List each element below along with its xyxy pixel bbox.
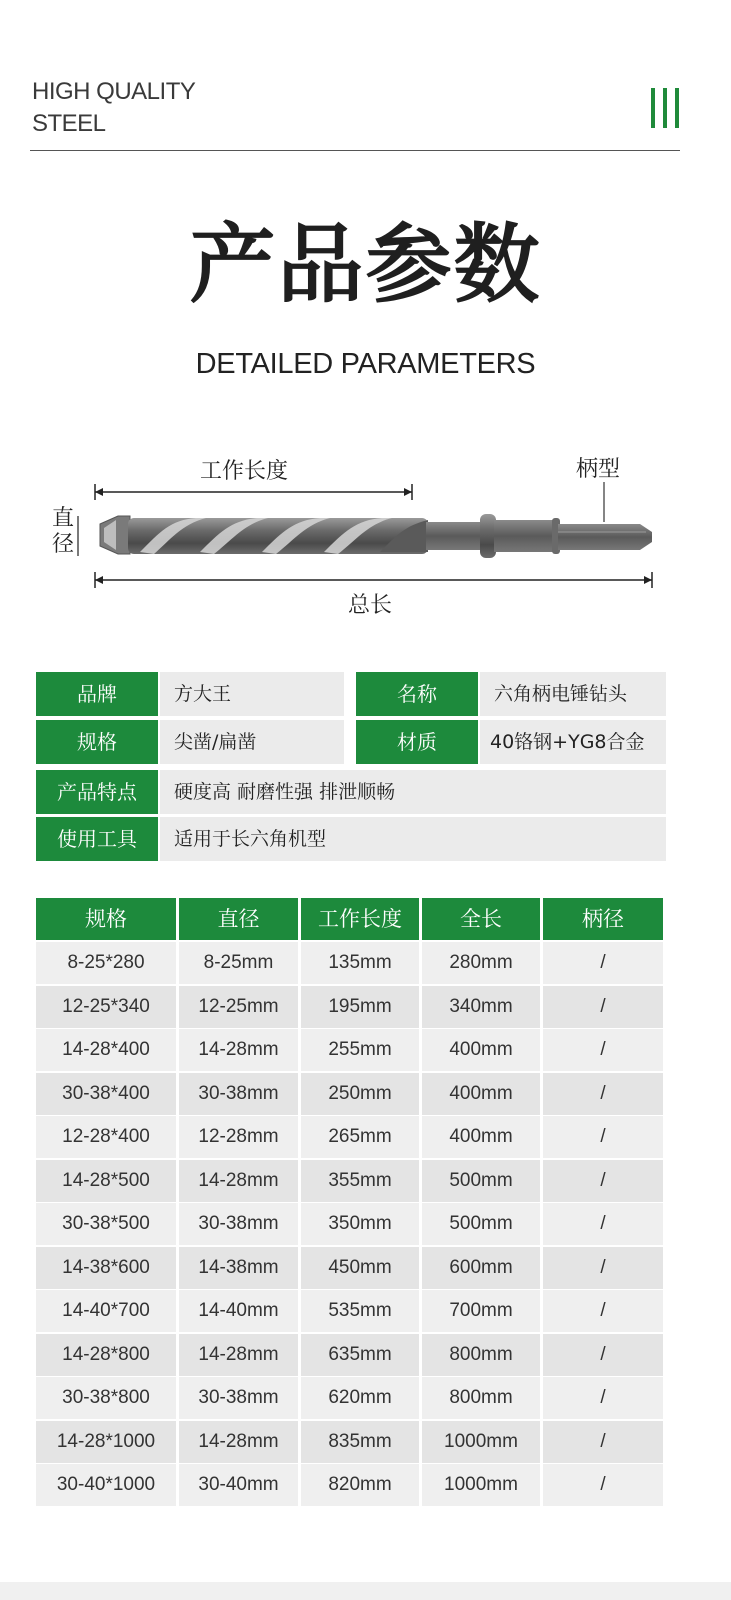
table-row (36, 1464, 663, 1506)
header-diameter: 直径 (179, 898, 298, 940)
cell-working-length: 820mm (301, 1464, 419, 1506)
cell-working-length: 255mm (301, 1029, 419, 1071)
table-row (36, 1377, 663, 1419)
table-row (36, 1029, 663, 1071)
header-divider (30, 150, 680, 151)
cell-shank-diameter: / (543, 1421, 663, 1463)
name-value: 六角柄电锤钻头 (480, 672, 666, 716)
cell-spec: 14-28*800 (36, 1334, 176, 1376)
cell-working-length: 350mm (301, 1203, 419, 1245)
tool-value: 适用于长六角机型 (160, 817, 666, 861)
table-row (36, 1203, 663, 1245)
info-row-tool (36, 817, 666, 861)
drill-bit-drawing (0, 440, 731, 630)
cell-total-length: 600mm (422, 1247, 540, 1289)
header-shank-diameter: 柄径 (543, 898, 663, 940)
material-value: 40铬钢+YG8合金 (480, 720, 666, 764)
cell-total-length: 400mm (422, 1073, 540, 1115)
cell-spec: 14-38*600 (36, 1247, 176, 1289)
cell-total-length: 500mm (422, 1203, 540, 1245)
cell-spec: 8-25*280 (36, 942, 176, 984)
cell-spec: 30-38*400 (36, 1073, 176, 1115)
cell-working-length: 620mm (301, 1377, 419, 1419)
brand-label: 品牌 (36, 672, 158, 716)
cell-working-length: 265mm (301, 1116, 419, 1158)
footer-strip (0, 1582, 731, 1600)
cell-shank-diameter: / (543, 1116, 663, 1158)
cell-working-length: 135mm (301, 942, 419, 984)
cell-shank-diameter: / (543, 1334, 663, 1376)
table-row (36, 1334, 663, 1376)
cell-diameter: 14-28mm (179, 1421, 298, 1463)
table-row (36, 942, 663, 984)
table-row (36, 1116, 663, 1158)
spec-value: 尖凿/扁凿 (160, 720, 344, 764)
diameter-label: 直 径 (52, 506, 75, 557)
tool-label: 使用工具 (36, 817, 158, 861)
cell-spec: 12-25*340 (36, 986, 176, 1028)
cell-spec: 14-28*500 (36, 1160, 176, 1202)
cell-total-length: 400mm (422, 1029, 540, 1071)
cell-spec: 30-40*1000 (36, 1464, 176, 1506)
feature-value: 硬度高 耐磨性强 排泄顺畅 (160, 770, 666, 814)
cell-shank-diameter: / (543, 1247, 663, 1289)
cell-shank-diameter: / (543, 942, 663, 984)
page-title: 产品参数 (189, 215, 542, 315)
cell-diameter: 30-38mm (179, 1073, 298, 1115)
feature-label: 产品特点 (36, 770, 158, 814)
info-row-spec (36, 720, 666, 764)
cell-shank-diameter: / (543, 1029, 663, 1071)
material-label: 材质 (356, 720, 478, 764)
triple-bar-icon (651, 88, 681, 128)
cell-working-length: 635mm (301, 1334, 419, 1376)
brand-line-1: HIGH QUALITY (32, 78, 196, 105)
cell-shank-diameter: / (543, 1160, 663, 1202)
cell-diameter: 14-38mm (179, 1247, 298, 1289)
cell-working-length: 535mm (301, 1290, 419, 1332)
cell-diameter: 14-28mm (179, 1160, 298, 1202)
page-subtitle: DETAILED PARAMETERS (195, 348, 536, 380)
cell-diameter: 30-38mm (179, 1377, 298, 1419)
cell-total-length: 1000mm (422, 1421, 540, 1463)
spec-label: 规格 (36, 720, 158, 764)
header-working-length: 工作长度 (301, 898, 419, 940)
cell-diameter: 14-40mm (179, 1290, 298, 1332)
cell-diameter: 30-38mm (179, 1203, 298, 1245)
cell-working-length: 450mm (301, 1247, 419, 1289)
cell-spec: 30-38*800 (36, 1377, 176, 1419)
cell-spec: 14-40*700 (36, 1290, 176, 1332)
cell-spec: 14-28*1000 (36, 1421, 176, 1463)
cell-total-length: 340mm (422, 986, 540, 1028)
cell-shank-diameter: / (543, 1464, 663, 1506)
cell-total-length: 400mm (422, 1116, 540, 1158)
cell-spec: 30-38*500 (36, 1203, 176, 1245)
cell-spec: 12-28*400 (36, 1116, 176, 1158)
table-row (36, 1160, 663, 1202)
table-row (36, 986, 663, 1028)
header-total-length: 全长 (422, 898, 540, 940)
cell-total-length: 280mm (422, 942, 540, 984)
shank-type-label: 柄型 (576, 457, 621, 482)
brand-value: 方大王 (160, 672, 344, 716)
table-row (36, 1073, 663, 1115)
cell-working-length: 250mm (301, 1073, 419, 1115)
table-row (36, 1247, 663, 1289)
cell-shank-diameter: / (543, 1203, 663, 1245)
cell-total-length: 700mm (422, 1290, 540, 1332)
table-row (36, 1421, 663, 1463)
cell-shank-diameter: / (543, 986, 663, 1028)
cell-diameter: 12-28mm (179, 1116, 298, 1158)
drill-diagram (0, 440, 731, 630)
brand-line-2: STEEL (32, 110, 106, 137)
info-row-feature (36, 770, 666, 814)
cell-working-length: 355mm (301, 1160, 419, 1202)
header-spec: 规格 (36, 898, 176, 940)
working-length-label: 工作长度 (200, 459, 289, 484)
cell-diameter: 14-28mm (179, 1334, 298, 1376)
cell-shank-diameter: / (543, 1073, 663, 1115)
cell-diameter: 30-40mm (179, 1464, 298, 1506)
cell-shank-diameter: / (543, 1290, 663, 1332)
spec-table-header (36, 898, 663, 940)
info-row-brand (36, 672, 666, 716)
cell-working-length: 835mm (301, 1421, 419, 1463)
cell-diameter: 14-28mm (179, 1029, 298, 1071)
name-label: 名称 (356, 672, 478, 716)
table-row (36, 1290, 663, 1332)
cell-total-length: 800mm (422, 1334, 540, 1376)
cell-shank-diameter: / (543, 1377, 663, 1419)
cell-diameter: 12-25mm (179, 986, 298, 1028)
cell-total-length: 500mm (422, 1160, 540, 1202)
cell-working-length: 195mm (301, 986, 419, 1028)
cell-total-length: 1000mm (422, 1464, 540, 1506)
brand-tagline (32, 76, 195, 140)
cell-diameter: 8-25mm (179, 942, 298, 984)
cell-total-length: 800mm (422, 1377, 540, 1419)
total-length-label: 总长 (348, 593, 393, 618)
cell-spec: 14-28*400 (36, 1029, 176, 1071)
